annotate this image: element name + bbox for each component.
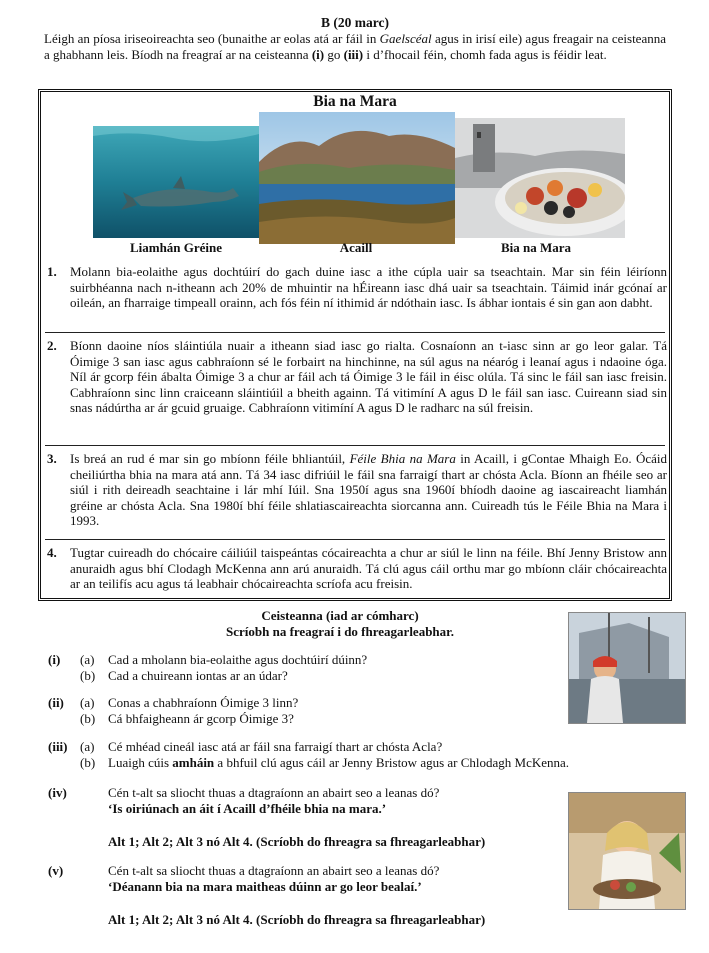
paragraph-divider [45,445,665,446]
question-part-label: (b) [80,711,96,726]
questions-heading-block [150,608,530,640]
paragraph-2 [47,338,667,416]
paragraph-divider [45,539,665,540]
paragraph-text: Is breá an rud é mar sin go mbíonn féile bhliantúil, Féile Bhia na Mara in Acaill, i gContae Mhaigh Eo. Ócáid cheiliúrtha bhia na mara atá ann. Tá 34 iasc difriúil le fáil sna farraigí thart ar chósta Acla. Bíonn an fhéile seo ar siúl i rith deireadh seachtaine i lár mhí Iúil. Sna 1950í agus sna 1960í bhíodh daoine ag iascaireacht liamhán gréine ar chósta Acla. Sna 1980í bhí féile shlatiascaireachta siorcanna ann. Cuireadh tús le Féile Bhia na Mara i 1993. [70,451,667,529]
paragraph-text: Molann bia-eolaithe agus dochtúirí do gach duine iasc a ithe cúpla uair sa tseachtain. Mar sin féin léiríonn suirbhéanna nach n-itheann ach 20% de mhuintir na hÉireann iasc dhá uair sa tseachtain. Táimid inár gcónaí ar oileán, an fharraige timpeall orainn, ach fós féin ní ithimid ár ndóthain iasc. Is ábhar iontais é sin gan aon dabht. [70,264,667,311]
question-text: Cad a chuireann iontas ar an údar? [108,668,288,683]
question-part-label: (a) [80,739,95,754]
paragraph-number: 4. [47,545,57,560]
question-text: Luaigh cúis amháin a bhfuil clú agus cáil ar Jenny Bristow agus ar Chlodagh McKenna. [108,755,570,770]
question-number: (iii) [48,739,68,754]
achill-landscape-photo [259,112,455,244]
fishing-boat-chef-photo [568,612,686,724]
questions-instruction: Scríobh na freagraí i do fhreagarleabhar. [226,624,454,639]
paragraph-number: 1. [47,264,57,279]
answer-options: Alt 1; Alt 2; Alt 3 nó Alt 4. (Scríobh do fhreagra sa fhreagarleabhar) [108,834,486,849]
question-quote: ‘Is oiriúnach an áit í Acaill d’fhéile bhia na mara.’ [108,801,387,816]
questions-heading: Ceisteanna (iad ar cómharc) [261,608,419,623]
paragraph-number: 2. [47,338,57,353]
question-text: Cén t-alt sa sliocht thuas a dtagraíonn an abairt seo a leanas dó? [108,863,440,878]
caption-achill: Acaill [339,240,373,255]
paragraph-3 [47,451,667,529]
paragraph-number: 3. [47,451,57,466]
caption-basking-shark: Liamhán Gréine [129,240,223,255]
seafood-platter-photo [455,118,625,238]
caption-seafood: Bia na Mara [500,240,572,255]
paragraph-text: Tugtar cuireadh do chócaire cáiliúil taispeántas cócaireachta a chur ar siúl le linn na féile. Bhí Jenny Bristow ann anuraidh agus bhí Clodagh McKenna ann arú anuraidh. Tá clú agus cáil orthu mar go mbíonn cláir chócaireachta ar an teilifís acu agus tá leabhair chócaireachta scríofa acu freisin. [70,545,667,592]
question-text: Cá bhfaigheann ár gcorp Óimige 3? [108,711,294,726]
question-number: (i) [48,652,61,667]
question-text: Cé mhéad cineál iasc atá ar fáil sna farraigí thart ar chósta Acla? [108,739,443,754]
article-title: Bia na Mara [313,93,397,110]
question-quote: ‘Déanann bia na mara maitheas dúinn ar go leor bealaí.’ [108,879,422,894]
paragraph-text: Bíonn daoine níos sláintiúla nuair a itheann siad iasc go rialta. Cosnaíonn an t-iasc sinn ar go leor galar. Tá Óimige 3 san iasc agus cabhraíonn sé le forbairt na hinchinne, na súl agus na néaróg i leanaí agus i ndaoine óga. Níl ár gcorp féin ábalta Óimige 3 a chur ar fáil ach tá Óimige 3 le fáil in éisc olúla. Tá sinc le fáil san iasc freisin. Cabhraíonn sinc linn craiceann sláintiúil a bheith againn. Tá vitimíní A agus D le fáil san iasc. Cuireann siad sin snas nádúrtha ar ár gcuid gruaige. Cabhraíonn vitimíní A agus D le radharc na súl freisin. [70,338,667,416]
question-number: (iv) [48,785,67,800]
question-part-label: (a) [80,695,95,710]
question-part-label: (a) [80,652,95,667]
question-text: Cén t-alt sa sliocht thuas a dtagraíonn an abairt seo a leanas dó? [108,785,440,800]
basking-shark-photo [93,126,259,238]
question-number: (v) [48,863,64,878]
chef-kitchen-photo [568,792,686,910]
instructions-text: Léigh an píosa iriseoireachta seo (bunaithe ar eolas atá ar fáil in Gaelscéal agus in irisí eile) agus freagair na ceisteanna a ghabhann leis. Bíodh na freagraí ar na ceisteanna (i) go (iii) i d’fhocail féin, chomh fada agus is féidir leat. [44,31,666,62]
question-part-label: (b) [80,755,96,770]
question-number: (ii) [48,695,64,710]
question-part-label: (b) [80,668,96,683]
answer-options: Alt 1; Alt 2; Alt 3 nó Alt 4. (Scríobh do fhreagra sa fhreagarleabhar) [108,912,486,927]
paragraph-4 [47,545,667,592]
question-text: Cad a mholann bia-eolaithe agus dochtúirí dúinn? [108,652,368,667]
question-text: Conas a chabhraíonn Óimige 3 linn? [108,695,299,710]
paragraph-1 [47,264,667,311]
paragraph-divider [45,332,665,333]
article-frame [38,89,672,601]
section-title: B (20 marc) [321,15,389,30]
section-header [44,14,666,62]
